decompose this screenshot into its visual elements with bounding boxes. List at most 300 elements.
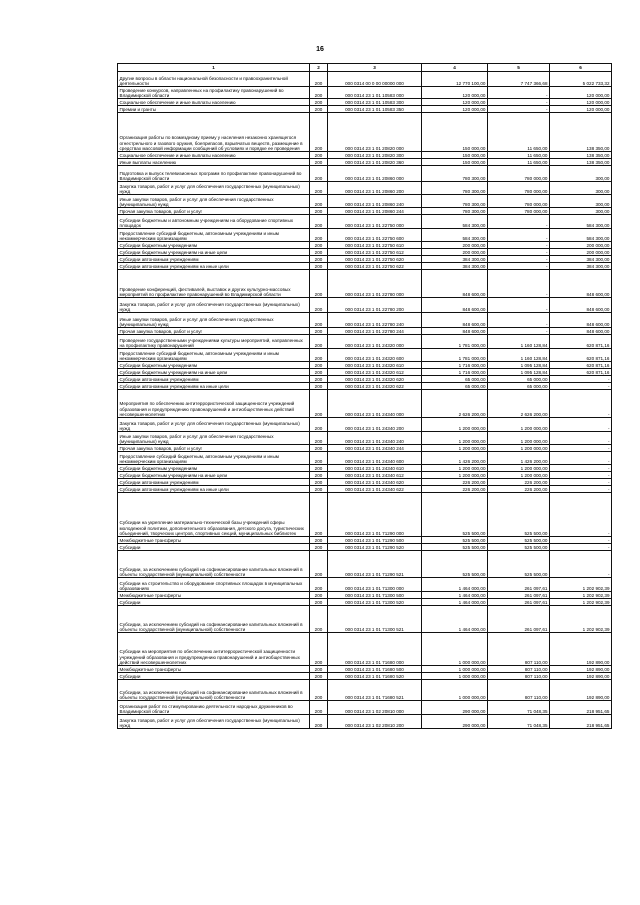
row-unexecuted-cell: 138 350,00 [550,113,612,152]
table-row [118,592,612,599]
table-row [118,578,612,592]
row-unexecuted-cell: 384 300,00 [550,256,612,263]
row-name-cell: Межбюджетные трансферты [118,592,310,599]
row-code-cell: 200 [310,182,328,195]
row-classification-cell: 000 0314 23 1 01 24320 620 [328,376,422,383]
row-approved-cell: 525 500,00 [422,537,488,544]
row-approved-cell: 1 200 000,00 [422,472,488,479]
table-row [118,418,612,432]
row-executed-cell: 71 048,35 [488,701,550,715]
row-executed-cell: 780 000,00 [488,195,550,208]
row-executed-cell: 226 200,00 [488,479,550,486]
row-classification-cell: 000 0314 23 1 02 20810 000 [328,701,422,715]
row-code-cell: 200 [310,592,328,599]
row-unexecuted-cell: 1 202 902,39 [550,606,612,633]
row-code-cell: 200 [310,87,328,99]
row-name-cell: Субсидии бюджетным учреждениям [118,362,310,369]
row-code-cell: 200 [310,349,328,362]
row-approved-cell: 65 000,00 [422,383,488,390]
table-row [118,215,612,229]
row-classification-cell: 000 0314 23 1 01 24340 610 [328,465,422,472]
row-code-cell: 200 [310,666,328,673]
row-approved-cell: 12 770 100,00 [422,72,488,87]
row-unexecuted-cell: 1 202 902,39 [550,578,612,592]
table-row [118,349,612,362]
row-unexecuted-cell: 584 300,00 [550,229,612,242]
row-name-cell: Субсидии автономным учреждениям [118,479,310,486]
row-classification-cell: 000 0314 23 1 01 22750 600 [328,229,422,242]
row-approved-cell: 1 200 000,00 [422,418,488,432]
row-unexecuted-cell: - [550,472,612,479]
row-classification-cell: 000 0314 23 1 01 20820 000 [328,113,422,152]
row-unexecuted-cell: - [550,493,612,537]
row-classification-cell: 000 0314 23 1 01 24340 622 [328,486,422,493]
header-col-6: 6 [550,64,612,72]
table-row [118,486,612,493]
row-approved-cell: 384 300,00 [422,256,488,263]
row-executed-cell: 11 650,00 [488,159,550,166]
budget-table-wrapper [117,63,611,729]
row-classification-cell: 000 0314 23 1 01 71290 500 [328,537,422,544]
row-classification-cell: 000 0314 23 1 01 24320 622 [328,383,422,390]
row-name-cell: Мероприятия по обеспечению антитеррористической защищенности учреждений образования и предупреждению правонарушений и антиобщественных действий несовершеннолетних [118,390,310,418]
row-approved-cell: 1 000 000,00 [422,680,488,701]
row-classification-cell: 000 0314 23 1 01 71290 520 [328,544,422,551]
row-code-cell: 200 [310,328,328,335]
row-classification-cell: 000 0314 00 0 00 00000 000 [328,72,422,87]
table-row [118,701,612,715]
row-executed-cell: - [488,99,550,106]
row-executed-cell: 2 626 200,00 [488,390,550,418]
row-name-cell: Предоставление субсидий бюджетным, автономным учреждениям и иным некоммерческим организациям [118,349,310,362]
row-unexecuted-cell: 1 202 902,39 [550,599,612,606]
row-unexecuted-cell: - [550,445,612,452]
row-classification-cell: 000 0314 23 1 01 71300 000 [328,578,422,592]
row-name-cell: Организация работ по стимулированию деятельности народных дружинников во Владимирской области [118,701,310,715]
row-classification-cell: 000 0314 23 1 01 71680 500 [328,666,422,673]
row-code-cell: 200 [310,215,328,229]
table-row [118,328,612,335]
row-executed-cell: 261 097,61 [488,606,550,633]
row-approved-cell: 1 781 000,00 [422,349,488,362]
row-approved-cell: 120 000,00 [422,106,488,113]
row-executed-cell: - [488,215,550,229]
row-unexecuted-cell: 192 890,00 [550,680,612,701]
table-row [118,229,612,242]
row-name-cell: Субсидии, за исключением субсидий на софинансирование капитальных вложений в объекты государственной (муниципальной) собственности [118,680,310,701]
row-executed-cell: 1 426 200,00 [488,452,550,465]
row-unexecuted-cell: - [550,432,612,445]
table-row [118,270,612,298]
row-approved-cell: 1 426 200,00 [422,452,488,465]
row-name-cell: Субсидии на укрепление материально-технической базы учреждений сферы молодежной политики, дополнительного образования, детского досуга, туристических объединений, творческих центров, спортивных секций, муниципальных библиотек [118,493,310,537]
row-classification-cell: 000 0314 23 1 01 10583 000 [328,87,422,99]
table-row [118,599,612,606]
row-classification-cell: 000 0314 23 1 01 22750 000 [328,215,422,229]
row-unexecuted-cell: 300,00 [550,166,612,182]
row-code-cell: 200 [310,479,328,486]
table-row [118,383,612,390]
row-unexecuted-cell: 300,00 [550,195,612,208]
row-unexecuted-cell: 620 871,16 [550,362,612,369]
row-code-cell: 200 [310,298,328,313]
row-classification-cell: 000 0314 23 1 01 22750 612 [328,249,422,256]
row-executed-cell: 261 097,61 [488,599,550,606]
row-classification-cell: 000 0314 23 1 01 24340 620 [328,479,422,486]
row-unexecuted-cell: - [550,390,612,418]
row-approved-cell: 1 000 000,00 [422,633,488,666]
row-code-cell: 200 [310,390,328,418]
row-code-cell: 200 [310,195,328,208]
row-executed-cell: 525 500,00 [488,537,550,544]
row-approved-cell: 780 300,00 [422,195,488,208]
row-approved-cell: 200 000,00 [422,242,488,249]
row-executed-cell: 65 000,00 [488,383,550,390]
table-row [118,182,612,195]
row-name-cell: Субсидии на строительство и оборудование спортивных площадок в муниципальных образованиях [118,578,310,592]
row-approved-cell: 1 200 000,00 [422,445,488,452]
row-unexecuted-cell: - [550,383,612,390]
row-executed-cell: 1 160 128,84 [488,349,550,362]
row-unexecuted-cell: 200 000,00 [550,242,612,249]
table-row [118,249,612,256]
table-header [118,64,612,72]
row-code-cell: 200 [310,432,328,445]
row-classification-cell: 000 0314 23 1 01 20860 240 [328,195,422,208]
row-unexecuted-cell: 848 600,00 [550,270,612,298]
row-approved-cell: 848 600,00 [422,270,488,298]
row-name-cell: Субсидии бюджетным учреждениям на иные цели [118,369,310,376]
row-classification-cell: 000 0314 23 1 01 24320 612 [328,369,422,376]
row-name-cell: Прочая закупка товаров, работ и услуг [118,208,310,215]
table-row [118,472,612,479]
row-executed-cell: 807 110,00 [488,680,550,701]
table-row [118,106,612,113]
row-approved-cell: 1 200 000,00 [422,465,488,472]
row-name-cell: Субсидии [118,544,310,551]
row-code-cell: 200 [310,537,328,544]
header-col-4: 4 [422,64,488,72]
row-code-cell: 200 [310,72,328,87]
row-classification-cell: 000 0314 23 1 01 24340 244 [328,445,422,452]
table-row [118,666,612,673]
table-row [118,208,612,215]
table-body [118,72,612,729]
row-code-cell: 200 [310,472,328,479]
row-classification-cell: 000 0314 23 1 01 24320 600 [328,349,422,362]
row-executed-cell: 1 095 128,84 [488,362,550,369]
table-row [118,452,612,465]
row-classification-cell: 000 0314 23 1 01 24320 610 [328,362,422,369]
row-code-cell: 200 [310,362,328,369]
row-classification-cell: 000 0314 23 1 02 20810 200 [328,715,422,729]
row-name-cell: Субсидии [118,599,310,606]
row-executed-cell: 71 048,35 [488,715,550,729]
row-code-cell: 200 [310,465,328,472]
row-name-cell: Прочая закупка товаров, работ и услуг [118,445,310,452]
row-code-cell: 200 [310,208,328,215]
table-row [118,493,612,537]
row-name-cell: Закупка товаров, работ и услуг для обеспечения государственных (муниципальных) нужд [118,715,310,729]
row-executed-cell: 807 110,00 [488,666,550,673]
row-approved-cell: 848 600,00 [422,328,488,335]
row-approved-cell: 1 716 000,00 [422,362,488,369]
row-approved-cell: 780 300,00 [422,182,488,195]
row-classification-cell: 000 0314 23 1 01 71680 000 [328,633,422,666]
row-executed-cell: 11 650,00 [488,113,550,152]
row-code-cell: 200 [310,544,328,551]
row-unexecuted-cell: 138 350,00 [550,159,612,166]
row-classification-cell: 000 0314 23 1 01 71680 521 [328,680,422,701]
table-row [118,551,612,578]
row-unexecuted-cell: 120 000,00 [550,99,612,106]
table-row [118,335,612,349]
row-unexecuted-cell: 218 951,65 [550,701,612,715]
row-code-cell: 200 [310,418,328,432]
row-executed-cell: - [488,298,550,313]
table-row [118,263,612,270]
row-code-cell: 200 [310,242,328,249]
row-executed-cell: 807 110,00 [488,673,550,680]
row-unexecuted-cell: 120 000,00 [550,106,612,113]
table-row [118,680,612,701]
row-classification-cell: 000 0314 23 1 01 71290 521 [328,551,422,578]
row-unexecuted-cell: 192 890,00 [550,666,612,673]
table-row [118,113,612,152]
row-classification-cell: 000 0314 23 1 01 71300 500 [328,592,422,599]
row-code-cell: 200 [310,113,328,152]
row-code-cell: 200 [310,166,328,182]
row-classification-cell: 000 0314 23 1 01 22750 620 [328,256,422,263]
row-approved-cell: 1 781 000,00 [422,335,488,349]
header-col-1: 1 [118,64,310,72]
row-classification-cell: 000 0314 23 1 01 24320 000 [328,335,422,349]
row-name-cell: Субсидии бюджетным учреждениям [118,242,310,249]
row-name-cell: Субсидии бюджетным и автономным учреждениям на оборудование спортивных площадок [118,215,310,229]
row-code-cell: 200 [310,99,328,106]
row-unexecuted-cell: 848 600,00 [550,298,612,313]
row-executed-cell: 1 200 000,00 [488,432,550,445]
row-unexecuted-cell: 120 000,00 [550,87,612,99]
row-classification-cell: 000 0314 23 1 01 20860 200 [328,182,422,195]
table-row [118,87,612,99]
table-row [118,313,612,328]
row-approved-cell: 120 000,00 [422,99,488,106]
table-row [118,390,612,418]
row-code-cell: 200 [310,263,328,270]
row-name-cell: Предоставление субсидий бюджетным, автономным учреждениям и иным некоммерческим организациям [118,452,310,465]
row-executed-cell: 780 000,00 [488,182,550,195]
table-row [118,432,612,445]
table-row [118,369,612,376]
row-name-cell: Субсидии, за исключением субсидий на софинансирование капитальных вложений в объекты государственной (муниципальной) собственности [118,606,310,633]
row-name-cell: Субсидии бюджетным учреждениям на иные цели [118,249,310,256]
row-code-cell: 200 [310,376,328,383]
row-approved-cell: 584 300,00 [422,229,488,242]
table-row [118,159,612,166]
row-code-cell: 200 [310,335,328,349]
row-unexecuted-cell: - [550,418,612,432]
row-executed-cell: 1 200 000,00 [488,465,550,472]
row-code-cell: 200 [310,106,328,113]
row-code-cell: 200 [310,452,328,465]
row-code-cell: 200 [310,270,328,298]
budget-table [117,63,612,729]
row-executed-cell: 7 747 366,68 [488,72,550,87]
row-executed-cell: 1 095 128,84 [488,369,550,376]
row-approved-cell: 848 600,00 [422,298,488,313]
row-approved-cell: 290 000,00 [422,701,488,715]
row-classification-cell: 000 0314 23 1 01 24340 200 [328,418,422,432]
row-approved-cell: 1 464 000,00 [422,606,488,633]
row-executed-cell: 807 110,00 [488,633,550,666]
row-unexecuted-cell: 218 951,65 [550,715,612,729]
header-col-5: 5 [488,64,550,72]
table-row [118,376,612,383]
header-col-2: 2 [310,64,328,72]
row-classification-cell: 000 0314 23 1 01 10583 350 [328,106,422,113]
row-name-cell: Субсидии автономным учреждениям [118,376,310,383]
row-code-cell: 200 [310,249,328,256]
row-executed-cell: - [488,249,550,256]
row-code-cell: 200 [310,633,328,666]
row-unexecuted-cell: - [550,479,612,486]
row-name-cell: Проведение конференций, фестивалей, выставок и других культурно-массовых мероприятий по профилактике правонарушений во Владимирской области [118,270,310,298]
row-name-cell: Субсидии, за исключением субсидий на софинансирование капитальных вложений в объекты государственной (муниципальной) собственности [118,551,310,578]
row-classification-cell: 000 0314 23 1 01 20860 000 [328,166,422,182]
row-approved-cell: 150 000,00 [422,152,488,159]
row-classification-cell: 000 0314 23 1 01 22750 622 [328,263,422,270]
row-approved-cell: 780 300,00 [422,208,488,215]
row-name-cell: Иные закупки товаров, работ и услуг для обеспечения государственных (муниципальных) нужд [118,313,310,328]
row-code-cell: 200 [310,256,328,263]
row-approved-cell: 525 500,00 [422,544,488,551]
row-approved-cell: 290 000,00 [422,715,488,729]
row-classification-cell: 000 0314 23 1 01 71290 000 [328,493,422,537]
row-classification-cell: 000 0314 23 1 01 24340 600 [328,452,422,465]
row-executed-cell: 261 097,61 [488,578,550,592]
row-code-cell: 200 [310,159,328,166]
row-unexecuted-cell: 300,00 [550,182,612,195]
row-code-cell: 200 [310,606,328,633]
row-approved-cell: 1 464 000,00 [422,599,488,606]
row-name-cell: Проведение государственными учреждениями культуры мероприятий, направленных на профилактику правонарушений [118,335,310,349]
row-name-cell: Предоставление субсидий бюджетным, автономным учреждениям и иным некоммерческим организациям [118,229,310,242]
row-unexecuted-cell: 138 350,00 [550,152,612,159]
row-classification-cell: 000 0314 23 1 01 71300 520 [328,599,422,606]
row-approved-cell: 150 000,00 [422,159,488,166]
row-approved-cell: 1 000 000,00 [422,673,488,680]
row-unexecuted-cell: 620 871,16 [550,349,612,362]
row-approved-cell: 120 000,00 [422,87,488,99]
row-executed-cell: 261 097,61 [488,592,550,599]
table-row [118,166,612,182]
table-row [118,195,612,208]
table-row [118,152,612,159]
row-classification-cell: 000 0314 23 1 01 10583 300 [328,99,422,106]
row-executed-cell: - [488,256,550,263]
row-code-cell: 200 [310,383,328,390]
row-name-cell: Межбюджетные трансферты [118,537,310,544]
row-executed-cell: 525 500,00 [488,544,550,551]
row-name-cell: Субсидии автономным учреждениям на иные цели [118,263,310,270]
row-approved-cell: 226 200,00 [422,486,488,493]
row-name-cell: Субсидии автономным учреждениям на иные цели [118,383,310,390]
row-name-cell: Проведение конкурсов, направленных на профилактику правонарушений во Владимирской области [118,87,310,99]
row-classification-cell: 000 0314 23 1 01 24340 000 [328,390,422,418]
row-unexecuted-cell: 848 600,00 [550,313,612,328]
row-code-cell: 200 [310,486,328,493]
table-row [118,715,612,729]
row-unexecuted-cell: 1 202 902,39 [550,592,612,599]
row-unexecuted-cell: 192 890,00 [550,673,612,680]
row-executed-cell: 780 000,00 [488,166,550,182]
row-executed-cell: - [488,328,550,335]
row-executed-cell: 1 200 000,00 [488,472,550,479]
row-name-cell: Закупка товаров, работ и услуг для обеспечения государственных (муниципальных) нужд [118,298,310,313]
row-approved-cell: 525 500,00 [422,551,488,578]
row-classification-cell: 000 0314 23 1 01 71680 520 [328,673,422,680]
row-approved-cell: 200 000,00 [422,249,488,256]
row-executed-cell: 65 000,00 [488,376,550,383]
row-unexecuted-cell: - [550,465,612,472]
row-name-cell: Иные закупки товаров, работ и услуг для обеспечения государственных (муниципальных) нужд [118,195,310,208]
row-executed-cell: - [488,87,550,99]
row-unexecuted-cell: 384 300,00 [550,263,612,270]
table-row [118,633,612,666]
table-row [118,465,612,472]
row-classification-cell: 000 0314 23 1 01 22780 240 [328,313,422,328]
table-row [118,72,612,87]
row-name-cell: Межбюджетные трансферты [118,666,310,673]
row-classification-cell: 000 0314 23 1 01 22780 000 [328,270,422,298]
row-approved-cell: 1 464 000,00 [422,592,488,599]
row-classification-cell: 000 0314 23 1 01 24340 240 [328,432,422,445]
row-name-cell: Иные выплаты населению [118,159,310,166]
row-code-cell: 200 [310,599,328,606]
row-executed-cell: 1 200 000,00 [488,418,550,432]
row-name-cell: Субсидии автономным учреждениям [118,256,310,263]
row-unexecuted-cell: - [550,551,612,578]
row-executed-cell: - [488,263,550,270]
row-executed-cell: - [488,313,550,328]
row-classification-cell: 000 0314 23 1 01 24340 612 [328,472,422,479]
row-unexecuted-cell: - [550,544,612,551]
table-row [118,99,612,106]
row-classification-cell: 000 0314 23 1 01 71300 521 [328,606,422,633]
row-name-cell: Социальное обеспечение и иные выплаты населению [118,152,310,159]
row-approved-cell: 1 464 000,00 [422,578,488,592]
row-executed-cell: 525 500,00 [488,493,550,537]
row-unexecuted-cell: - [550,376,612,383]
header-col-3: 3 [328,64,422,72]
row-executed-cell: 1 160 128,84 [488,335,550,349]
row-classification-cell: 000 0314 23 1 01 20820 300 [328,152,422,159]
row-code-cell: 200 [310,715,328,729]
row-executed-cell: - [488,270,550,298]
table-row [118,445,612,452]
row-name-cell: Подготовка и выпуск телевизионных программ по профилактике правонарушений во Владимирской области [118,166,310,182]
row-approved-cell: 384 300,00 [422,263,488,270]
row-executed-cell: 780 000,00 [488,208,550,215]
table-row [118,479,612,486]
row-classification-cell: 000 0314 23 1 01 20820 360 [328,159,422,166]
row-classification-cell: 000 0314 23 1 01 22780 244 [328,328,422,335]
row-approved-cell: 584 300,00 [422,215,488,229]
row-unexecuted-cell: 200 000,00 [550,249,612,256]
row-name-cell: Субсидии [118,673,310,680]
row-code-cell: 200 [310,313,328,328]
